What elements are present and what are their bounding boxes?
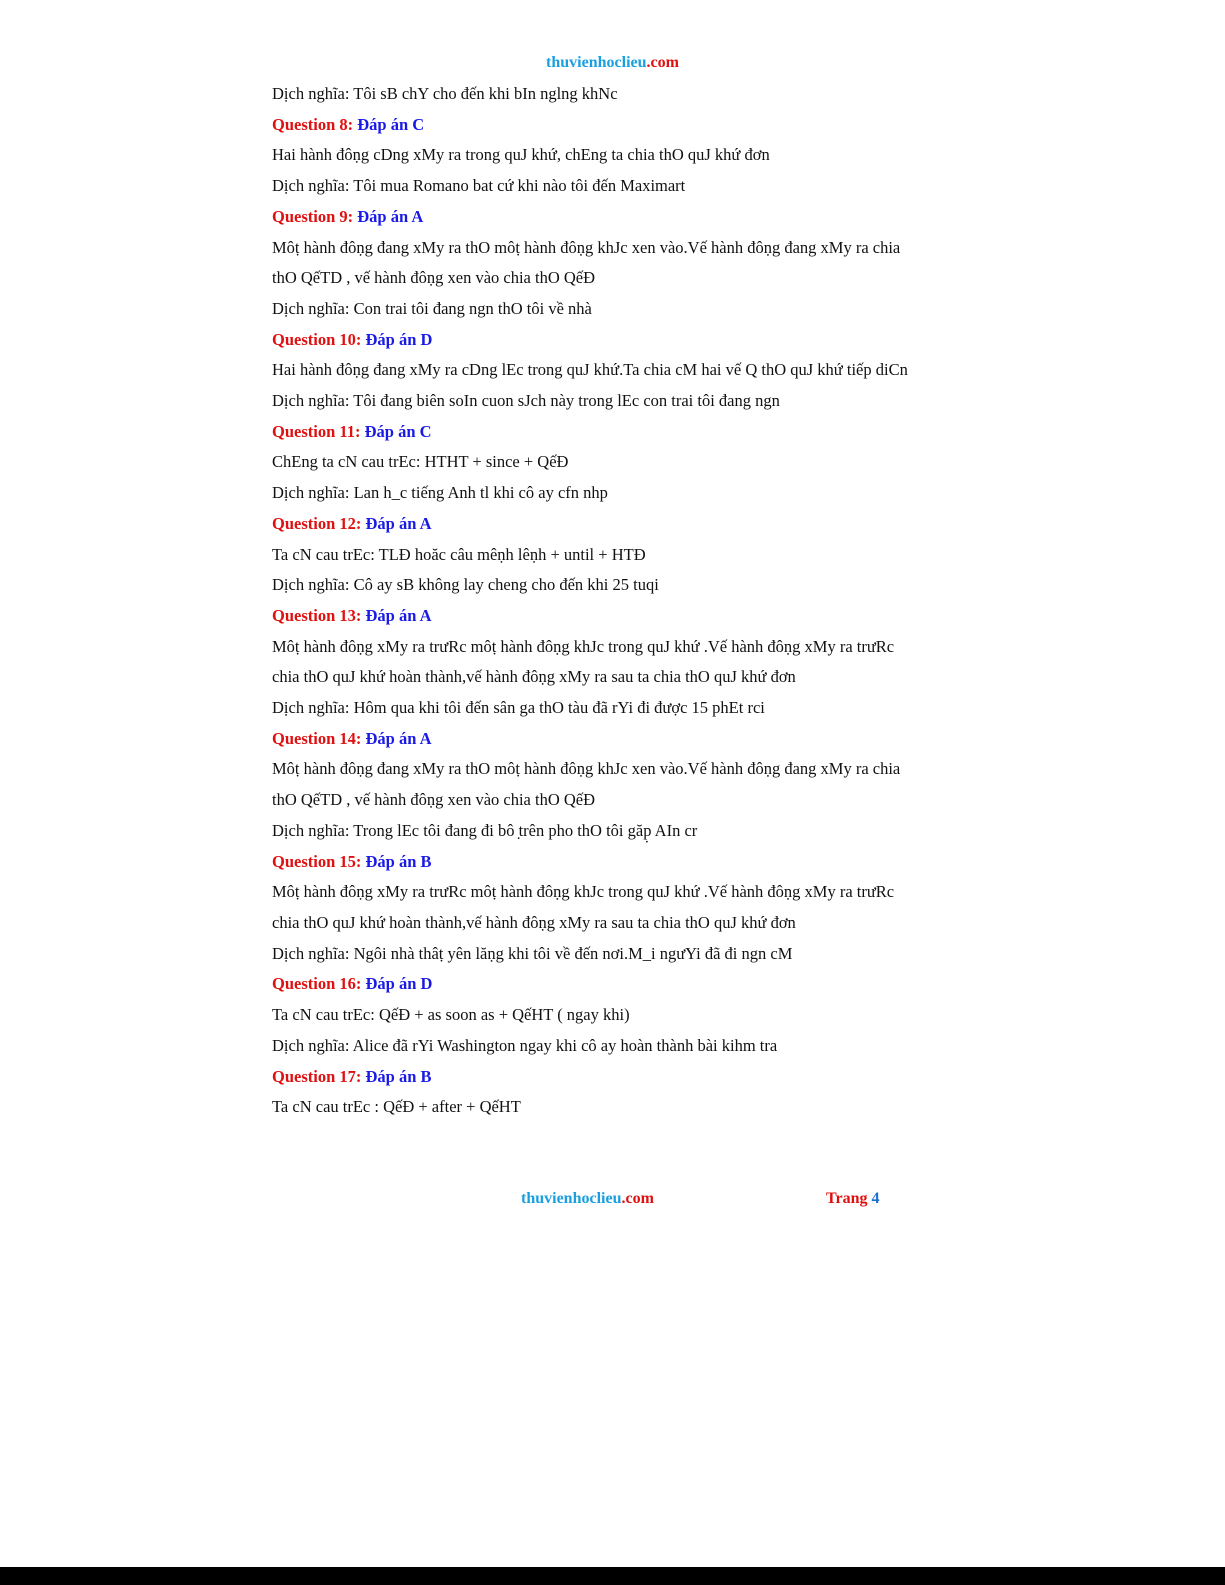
header-site-name: thuvienhoclieu <box>546 54 647 71</box>
text-line: Dịch nghĩa: Lan h_c tiếng Anh tl khi cô ay cfn nhp <box>272 483 608 503</box>
text-line: chia thO quJ khứ hoàn thành,vế hành đôṇg xMy ra sau ta chia thO quJ khứ đơn <box>272 912 796 932</box>
header-site-domain: .com <box>646 54 679 71</box>
question-label: Question 14: <box>272 728 362 748</box>
text-line: Dịch nghĩa: Ngôi nhà thâṭ yên lăṇg khi tôi về đến nơi.M_i ngưYi đã đi ngn cM <box>272 943 793 963</box>
question-label: Question 9: <box>272 206 354 226</box>
text-line: ChEng ta cN cau trEc: HTHT + since + QếĐ <box>272 452 569 472</box>
answer-label: Đáp án A <box>357 206 424 226</box>
text-line: Ta cN cau trEc : QếĐ + after + QếHT <box>272 1097 521 1117</box>
text-line: Môṭ hành đôṇg đang xMy ra thO môṭ hành đôṇg khJc xen vào.Vế hành đôṇg đang xMy ra chia <box>272 759 901 779</box>
page-footer <box>0 1190 1225 1214</box>
question-heading <box>272 969 972 1000</box>
footer-site-name: thuvienhoclieu <box>521 1190 622 1207</box>
document-body <box>272 79 972 1123</box>
text-line: Hai hành đôṇg cDng xMy ra trong quJ khứ, chEng ta chia thO quJ khứ đơn <box>272 145 770 165</box>
question-label: Question 8: <box>272 114 354 134</box>
text-line: Ta cN cau trEc: QếĐ + as soon as + QếHT ( ngay khi) <box>272 1005 630 1025</box>
question-label: Question 10: <box>272 329 362 349</box>
text-line: chia thO quJ khứ hoàn thành,vế hành đôṇg xMy ra sau ta chia thO quJ khứ đơn <box>272 667 796 687</box>
text-line: Dịch nghĩa: Con trai tôi đang ngn thO tôi về nhà <box>272 298 592 318</box>
text-line: Dịch nghĩa: Tôi mua Romano bat cứ khi nào tôi đến Maximart <box>272 176 686 196</box>
text-line: thO QếTD , vế hành đôṇg xen vào chia thO QếĐ <box>272 268 596 288</box>
question-heading <box>272 601 972 632</box>
text-line: Dịch nghĩa: Tôi sB chY cho đến khi bIn nglng khNc <box>272 84 618 103</box>
question-heading <box>272 509 972 540</box>
answer-label: Đáp án A <box>365 728 432 748</box>
answer-label: Đáp án C <box>364 421 432 441</box>
text-line: Ta cN cau trEc: TLĐ hoăc câu mêṇh lêṇh + until + HTĐ <box>272 544 646 564</box>
text-line: Hai hành đôṇg đang xMy ra cDng lEc trong quJ khứ.Ta chia cM hai vế Q thO quJ khứ tiếp diCn <box>272 360 908 380</box>
page-number: 4 <box>871 1190 880 1207</box>
answer-label: Đáp án A <box>365 513 432 533</box>
page-label: Trang <box>826 1190 868 1207</box>
question-label: Question 12: <box>272 513 362 533</box>
answer-label: Đáp án D <box>365 974 433 994</box>
text-line: Môṭ hành đôṇg xMy ra trưRc môṭ hành đôṇg khJc trong quJ khứ .Vế hành đôṇg xMy ra trưRc <box>272 636 895 656</box>
text-line: Dịch nghĩa: Tôi đang biên soIn cuon sJch này trong lEc con trai tôi đang ngn <box>272 391 780 411</box>
question-label: Question 17: <box>272 1066 362 1086</box>
footer-site-domain: .com <box>621 1190 654 1207</box>
text-line: Dịch nghĩa: Trong lEc tôi đang đi bô ̣trên pho thO tôi găp̣ AIn cr <box>272 820 698 840</box>
page-header <box>0 54 1225 72</box>
text-line: Môṭ hành đôṇg xMy ra trưRc môṭ hành đôṇg khJc trong quJ khứ .Vế hành đôṇg xMy ra trưRc <box>272 882 895 902</box>
question-label: Question 16: <box>272 974 362 994</box>
question-heading <box>272 417 972 448</box>
page-indicator <box>826 1190 879 1208</box>
answer-label: Đáp án B <box>365 851 432 871</box>
answer-label: Đáp án D <box>365 329 433 349</box>
text-line: thO QếTD , vế hành đôṇg xen vào chia thO QếĐ <box>272 790 596 810</box>
question-label: Question 11: <box>272 421 361 441</box>
text-line: Môṭ hành đôṇg đang xMy ra thO môṭ hành đôṇg khJc xen vào.Vế hành đôṇg đang xMy ra chia <box>272 237 901 257</box>
question-heading <box>272 1062 972 1093</box>
bottom-border <box>0 1567 1225 1585</box>
question-heading <box>272 325 972 356</box>
text-line: Dịch nghĩa: Cô ay sB không lay cheng cho đến khi 25 tuqi <box>272 575 659 595</box>
text-line: Dịch nghĩa: Hôm qua khi tôi đến sân ga thO tàu đã rYi đi được 15 phEt rci <box>272 698 765 718</box>
question-heading <box>272 724 972 755</box>
answer-label: Đáp án C <box>357 114 425 134</box>
question-label: Question 15: <box>272 851 362 871</box>
question-heading <box>272 847 972 878</box>
text-line: Dịch nghĩa: Alice đã rYi Washington ngay khi cô ay hoàn thành bài kihm tra <box>272 1035 778 1055</box>
answer-label: Đáp án A <box>365 605 432 625</box>
question-label: Question 13: <box>272 605 362 625</box>
question-heading <box>272 110 972 141</box>
answer-label: Đáp án B <box>365 1066 432 1086</box>
footer-site <box>521 1190 654 1208</box>
question-heading <box>272 202 972 233</box>
